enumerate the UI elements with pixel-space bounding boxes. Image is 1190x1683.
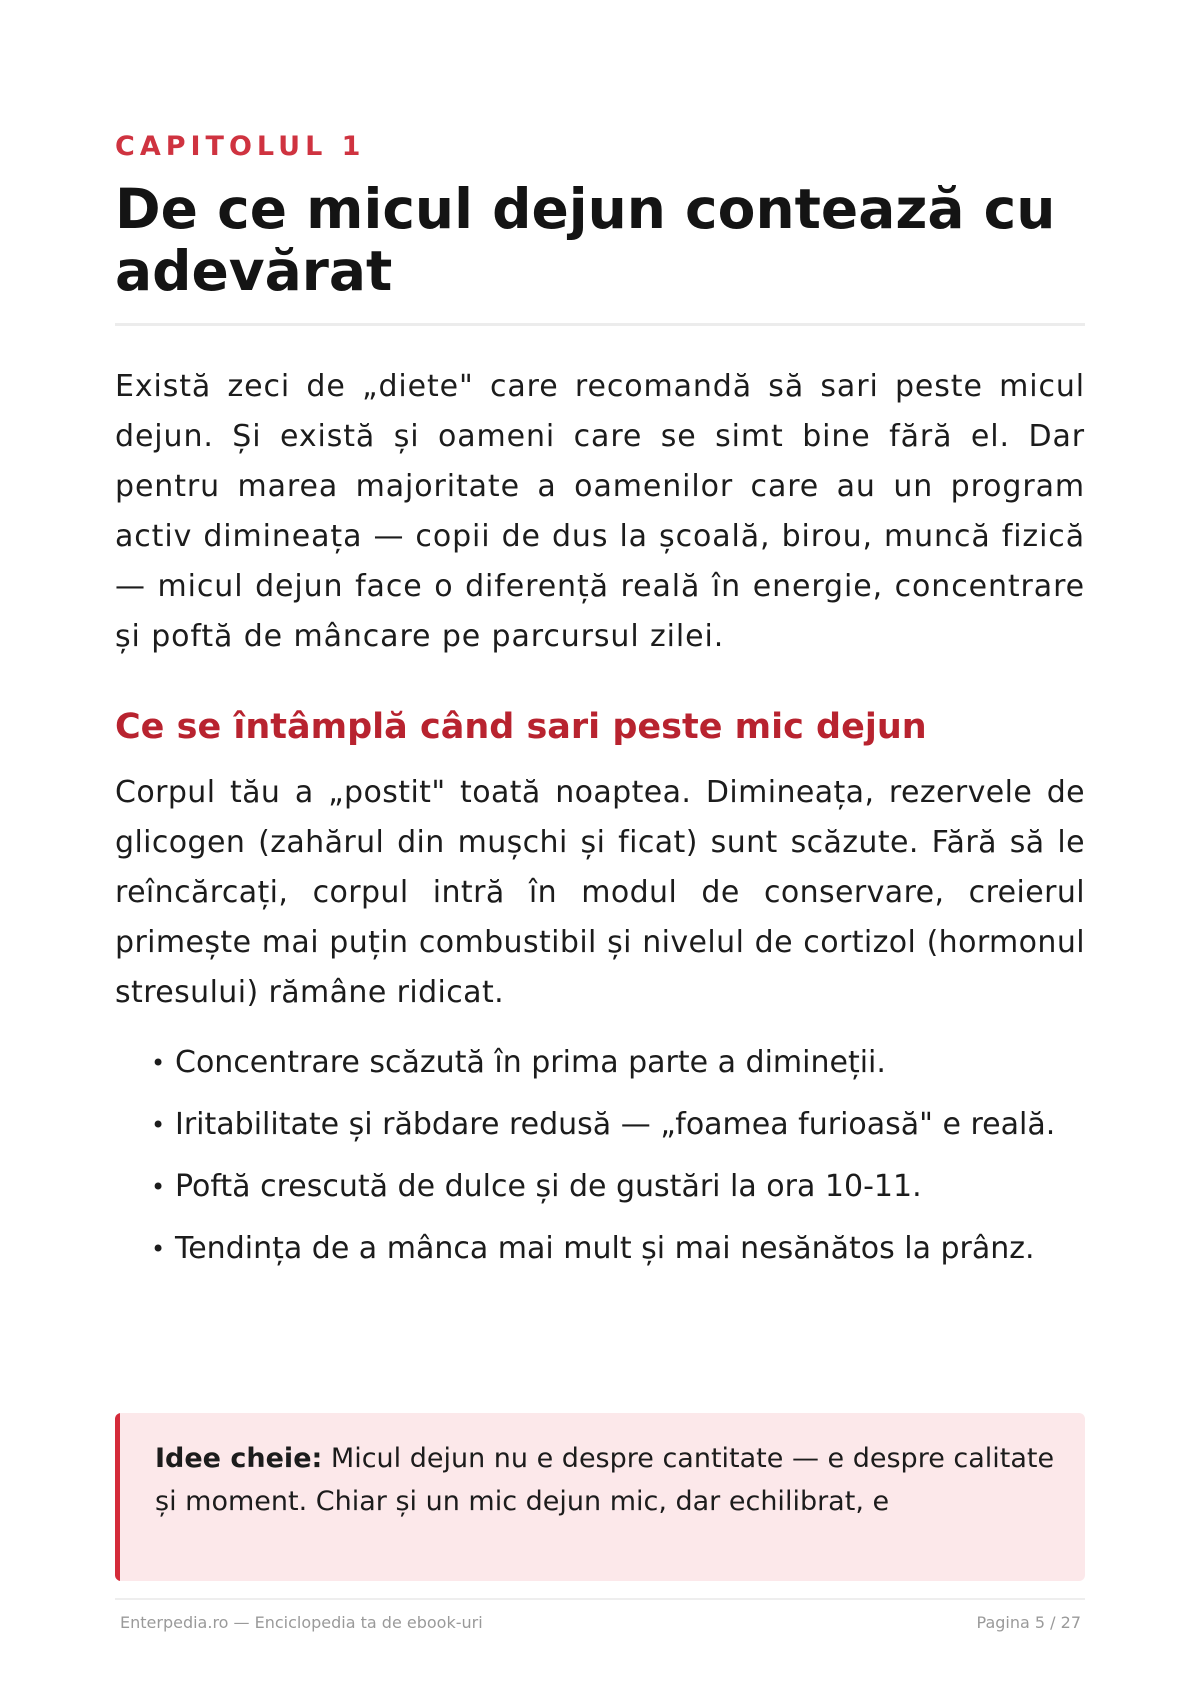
callout-body: Micul dejun nu e despre cantitate — e despre calitate și moment. Chiar și un mic dejun mic, dar echilibrat, e (155, 1443, 1055, 1517)
callout-accent-bar (115, 1413, 120, 1581)
intro-paragraph: Există zeci de „diete" care recomandă să sari peste micul dejun. Și există și oameni care se simt bine fără el. Dar pentru marea majoritate a oamenilor care au un program activ dimineața — copii de dus la școală, birou, muncă fizică — micul dejun face o diferență reală în energie, concentrare și poftă de mâncare pe parcursul zilei. (115, 369, 1085, 654)
callout-text (155, 1437, 1055, 1523)
title-divider (115, 323, 1085, 326)
chapter-title (115, 178, 1085, 302)
footer-page-number: Pagina 5 / 27 (976, 1613, 1081, 1632)
bullet-text: Tendința de a mânca mai mult și mai nesănătos la prânz. (175, 1231, 1035, 1266)
chapter-title-line-1: De ce micul dejun contează cu (115, 177, 1056, 241)
bullet-item (151, 1162, 1071, 1212)
bullet-text: Iritabilitate și răbdare redusă — „foamea furioasă" e reală. (175, 1107, 1056, 1142)
bullet-text: Concentrare scăzută în prima parte a dimineții. (175, 1045, 886, 1080)
footer-site-name: Enterpedia.ro — Enciclopedia ta de ebook-uri (120, 1613, 483, 1632)
bullet-dot-icon: • (151, 1235, 166, 1263)
section-paragraph: Corpul tău a „postit" toată noaptea. Dimineața, rezervele de glicogen (zahărul din mușchi și ficat) sunt scăzute. Fără să le reîncărcați, corpul intră în modul de conservare, creierul primește mai puțin combustibil și nivelul de cortizol (hormonul stresului) rămâne ridicat. (115, 775, 1085, 1010)
bullet-text: Poftă crescută de dulce și de gustări la ora 10-11. (175, 1169, 922, 1204)
bullet-item (151, 1224, 1071, 1274)
callout-label: Idee cheie: (155, 1443, 323, 1474)
key-idea-callout (115, 1413, 1085, 1581)
bullet-item (151, 1100, 1071, 1150)
section-heading: Ce se întâmplă când sari peste mic dejun (115, 707, 927, 747)
chapter-title-line-2: adevărat (115, 239, 393, 303)
bullet-dot-icon: • (151, 1173, 166, 1201)
chapter-label: CAPITOLUL 1 (115, 131, 366, 162)
bullet-dot-icon: • (151, 1111, 166, 1139)
footer-divider (115, 1598, 1085, 1600)
bullet-list (151, 1038, 1071, 1286)
bullet-item (151, 1038, 1071, 1088)
bullet-dot-icon: • (151, 1049, 166, 1077)
page (115, 0, 1085, 1683)
